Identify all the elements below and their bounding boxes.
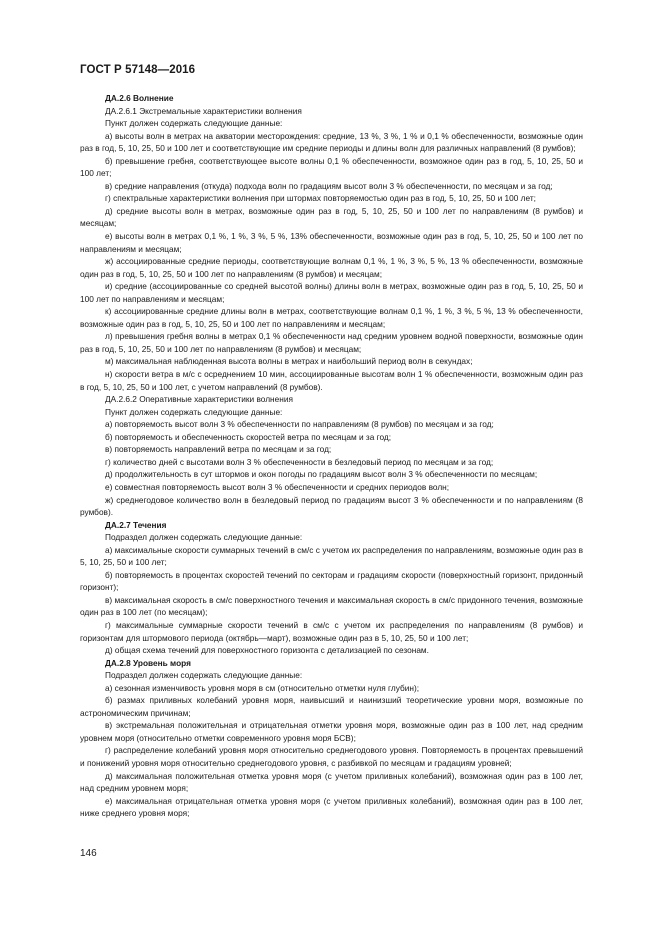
- body-paragraph: е) совместная повторяемость высот волн 3 % обеспеченности и средних периодов волн;: [105, 481, 450, 492]
- section-heading: ДА.2.8 Уровень моря: [105, 657, 191, 668]
- body-paragraph: и) средние (ассоциированные со средней высотой волны) длины волн в метрах, возможные один раз в год, 5, 10, 25, 50 и 100 лет по направлениям и месяцам;: [80, 281, 583, 304]
- body-paragraph: ДА.2.6.2 Оперативные характеристики волнения: [105, 394, 293, 405]
- body-paragraph: Пункт должен содержать следующие данные:: [105, 118, 283, 129]
- page-number: 146: [80, 848, 97, 859]
- document-header: ГОСТ Р 57148—2016: [80, 64, 196, 76]
- body-paragraph: Пункт должен содержать следующие данные:: [105, 406, 283, 417]
- body-paragraph: г) максимальные суммарные скорости течений в см/с с учетом их распределения по направлениям (8 румбов) и горизонтам для штормового периода (октябрь—март), возможные один раз в 5, 10, 25, 50 и 100 лет;: [80, 619, 583, 643]
- body-paragraph: б) превышение гребня, соответствующее высоте волны 0,1 % обеспеченности, возможное один раз в год, 5, 10, 25, 50 и 100 лет;: [80, 155, 583, 179]
- body-paragraph: е) максимальная отрицательная отметка уровня моря (с учетом приливных колебаний), возможная один раз в 100 лет, ниже среднего уровня моря;: [80, 795, 583, 819]
- body-paragraph: а) повторяемость высот волн 3 % обеспеченности по направлениям (8 румбов) по месяцам и за год;: [105, 419, 494, 430]
- body-paragraph: ж) среднегодовое количество волн в безледовый период по градациям высот 3 % обеспеченности и по направлениям (8 румбов).: [80, 494, 583, 518]
- body-paragraph: к) ассоциированные средние длины волн в метрах, соответствующие волнам 0,1 %, 1 %, 3 %, 5 %, 13 % обеспеченности, возможные один раз в год, 5, 10, 25, 50 и 100 лет по направлениям и месяцам;: [80, 306, 583, 329]
- body-paragraph: м) максимальная наблюденная высота волны в метрах и наибольший период волн в секундах;: [105, 356, 473, 367]
- body-paragraph: а) максимальные скорости суммарных течений в см/с с учетом их распределения по направлениям, возможные один раз в 5, 10, 25, 50 и 100 лет;: [80, 544, 583, 568]
- section-heading: ДА.2.7 Течения: [105, 519, 167, 530]
- body-paragraph: ДА.2.6.1 Экстремальные характеристики волнения: [105, 105, 302, 116]
- body-paragraph: л) превышения гребня волны в метрах 0,1 % обеспеченности над средним уровнем водной поверхности, возможные один раз в год, 5, 10, 25, 50 и 100 лет по направлениям (8 румбов) и месяцам;: [80, 331, 583, 354]
- body-paragraph: б) повторяемость в процентах скоростей течений по секторам и градациям скорости (поверхностный горизонт, придонный горизонт);: [80, 569, 583, 593]
- body-paragraph: д) общая схема течений для поверхностного горизонта с детализацией по сезонам.: [105, 645, 429, 656]
- body-paragraph: д) средние высоты волн в метрах, возможные один раз в год, 5, 10, 25, 50 и 100 лет по направлениям (8 румбов) и месяцам;: [80, 205, 583, 229]
- body-paragraph: г) количество дней с высотами волн 3 % обеспеченности в безледовый период по месяцам и за год;: [105, 456, 494, 467]
- body-paragraph: ж) ассоциированные средние периоды, соответствующие волнам 0,1 %, 1 %, 3 %, 5 %, 13 % обеспеченности, возможные один раз в год, 5, 10, 25, 50 и 100 лет по направлениям (8 румбов) и месяцам;: [80, 256, 583, 279]
- body-paragraph: в) экстремальная положительная и отрицательная отметки уровня моря, возможные один раз в 100 лет, над средним уровнем моря (относительно отметки современного уровня моря БСВ);: [80, 720, 583, 743]
- body-paragraph: б) повторяемость и обеспеченность скоростей ветра по месяцам и за год;: [105, 431, 392, 442]
- section-heading: ДА.2.6 Волнение: [105, 93, 174, 103]
- body-paragraph: г) распределение колебаний уровня моря относительно среднегодового уровня. Повторяемость в процентах превышений и понижений уровня моря относительно среднегодового уровня, с разбивкой по месяцам и градациям уровней;: [80, 745, 583, 768]
- body-paragraph: Подраздел должен содержать следующие данные:: [105, 670, 303, 681]
- body-paragraph: в) максимальная скорость в см/с поверхностного течения и максимальная скорость в см/с придонного течения, возможные один раз в 100 лет (по месяцам);: [80, 594, 583, 618]
- body-paragraph: д) продолжительность в сут штормов и окон погоды по градациям высот волн 3 % обеспеченности по месяцам;: [105, 469, 538, 480]
- body-paragraph: д) максимальная положительная отметка уровня моря (с учетом приливных колебаний), возможная один раз в 100 лет, над средним уровнем моря;: [80, 770, 583, 794]
- body-paragraph: е) высоты волн в метрах 0,1 %, 1 %, 3 %, 5 %, 13% обеспеченности, возможные один раз в год, 5, 10, 25, 50 и 100 лет по направлениям и месяцам;: [80, 231, 583, 254]
- body-paragraph: г) спектральные характеристики волнения при штормах повторяемостью один раз в год, 5, 10, 25, 50 и 100 лет;: [105, 193, 536, 204]
- body-paragraph: в) средние направления (откуда) подхода волн по градациям высот волн 3 % обеспеченности, по месяцам и за год;: [105, 180, 553, 191]
- body-paragraph: а) высоты волн в метрах на акватории месторождения: средние, 13 %, 3 %, 1 % и 0,1 % обеспеченности, возможные один раз в год, 5, 10, 25, 50 и 100 лет и соответствующие им средние периоды и длины волн для различных направлений (8 румбов);: [80, 130, 583, 154]
- body-paragraph: н) скорости ветра в м/с с осреднением 10 мин, ассоциированные высотам волн 1 % обеспеченности, возможным один раз в год, 5, 10, 25, 50 и 100 лет, с учетом направлений (8 румбов).: [80, 369, 583, 392]
- body-paragraph: б) размах приливных колебаний уровня моря, наивысший и наинизший теоретические уровни моря, возможные по астрономическим причинам;: [80, 695, 583, 718]
- body-paragraph: а) сезонная изменчивость уровня моря в см (относительно отметки нуля глубин);: [105, 682, 420, 693]
- body-paragraph: в) повторяемость направлений ветра по месяцам и за год;: [105, 444, 332, 455]
- document-body: [80, 92, 583, 820]
- body-paragraph: Подраздел должен содержать следующие данные:: [105, 532, 303, 543]
